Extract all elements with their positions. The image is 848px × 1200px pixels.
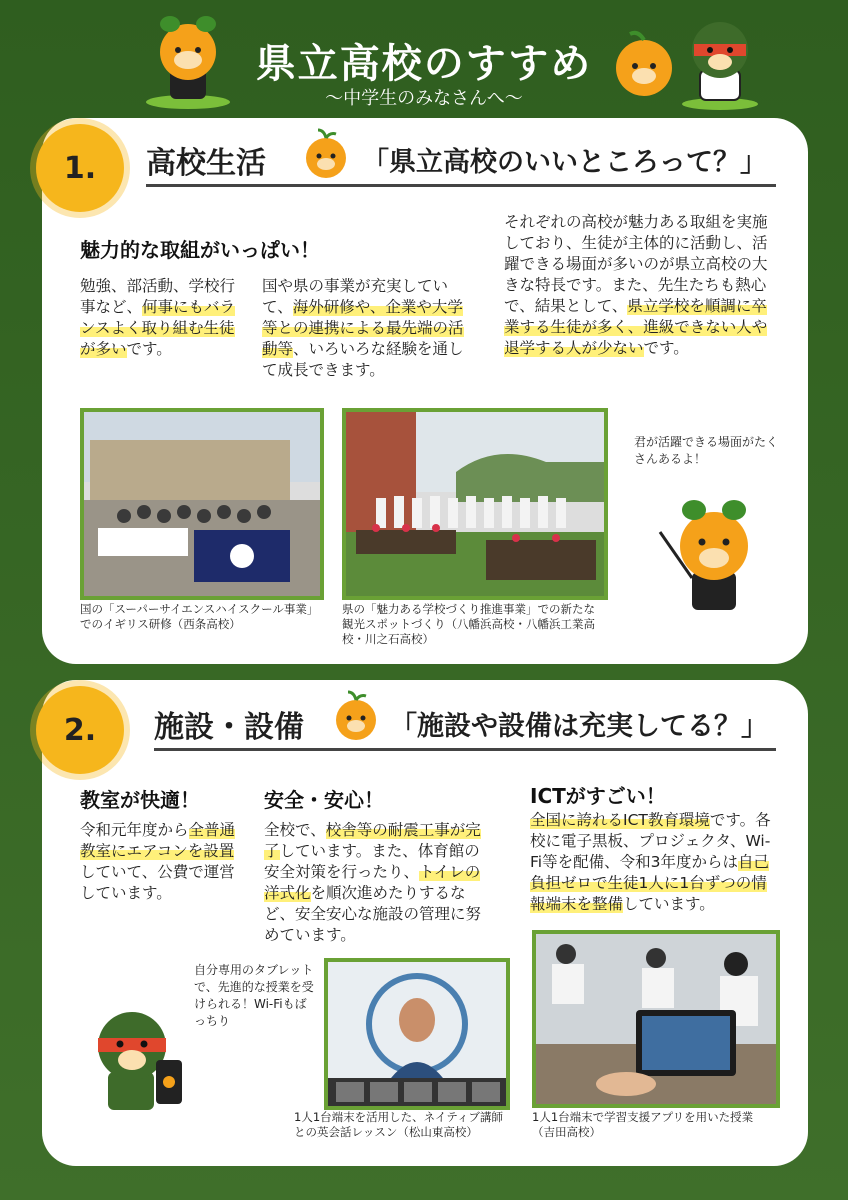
section-2-heading-classroom: 教室が快適！ xyxy=(80,788,200,812)
mikan-face-icon xyxy=(300,128,352,180)
section-2-number: 2. xyxy=(36,686,124,774)
section-1-question: 「県立高校のいいところって？」 xyxy=(362,147,767,178)
section-2-column-1: 令和元年度から全普通教室にエアコンを設置していて、公費で運営しています。 xyxy=(80,821,236,902)
section-1-column-1: 勉強、部活動、学校行事など、何事にもバランスよく取り組む生徒が多いです。 xyxy=(80,277,236,358)
section-1-speech-bubble: 君が活躍できる場面がたくさんあるよ！ xyxy=(634,435,779,466)
photo-uk-training-caption: 国の「スーパーサイエンスハイスクール事業」でのイギリス研修（西条高校） xyxy=(80,602,319,631)
section-1-divider xyxy=(146,184,776,187)
header xyxy=(0,14,848,110)
dark-mikyan-tablet-mascot-icon xyxy=(78,996,194,1116)
section-1-column-2: 国や県の事業が充実していて、海外研修や、企業や大学等との連携による最先端の活動等、いろいろな経験を通して成長できます。 xyxy=(262,277,464,379)
section-1-title: 高校生活 xyxy=(146,146,266,181)
photo-tourist-spot-caption: 県の「魅力ある学校づくり推進事業」での新たな観光スポットづくり（八幡浜高校・八幡浜工業高校・川之石高校） xyxy=(342,602,595,646)
page-subtitle: ～中学生のみなさんへ～ xyxy=(325,88,523,109)
section-2-heading-ict: ICTがすごい！ xyxy=(530,784,666,808)
photo-online-english-lesson-caption: 1人1台端末を活用した、ネイティブ講師との英会話レッスン（松山東高校） xyxy=(294,1110,503,1139)
dark-mikyan-mascot-icon xyxy=(678,14,762,110)
mikyan-small-mascot-icon xyxy=(608,28,680,110)
photo-online-english-lesson xyxy=(324,958,510,1110)
section-1-number: 1. xyxy=(36,124,124,212)
mikyan-teacher-mascot-icon xyxy=(652,492,776,616)
mikan-face-icon xyxy=(330,690,382,742)
page-title: 県立高校のすすめ xyxy=(255,41,593,87)
section-2-title: 施設・設備 xyxy=(154,710,304,745)
section-2-column-3: 全国に誇れるICT教育環境です。各校に電子黒板、プロジェクタ、Wi-Fi等を配備、令和3年度からは自己負担ゼロで生徒1人に1台ずつの情報端末を整備しています。 xyxy=(530,811,771,913)
photo-tablet-class-caption: 1人1台端末で学習支援アプリを用いた授業（吉田高校） xyxy=(532,1110,754,1139)
photo-tourist-spot xyxy=(342,408,608,600)
section-2-card xyxy=(42,680,808,1166)
section-2-speech-bubble: 自分専用のタブレットで、先進的な授業を受けられる！Wi-Fiもばっちり xyxy=(194,963,314,1028)
photo-uk-training xyxy=(80,408,324,600)
section-1-column-3: それぞれの高校が魅力ある取組を実施しており、生徒が主体的に活動し、活躍できる場面が多いのが県立高校の大きな特長です。また、先生たちも熱心で、結果として、県立学校を順調に卒業する生徒が多く、進級できない人や退学する人が少ないです。 xyxy=(504,213,768,357)
section-2-divider xyxy=(154,748,776,751)
section-2-column-2: 全校で、校舎等の耐震工事が完了しています。また、体育館の安全対策を行ったり、トイレの洋式化を順次進めたりするなど、安全安心な施設の管理に努めています。 xyxy=(264,821,482,944)
section-2-heading-safety: 安全・安心！ xyxy=(264,788,384,812)
section-1-heading: 魅力的な取組がいっぱい！ xyxy=(80,238,320,262)
section-1-card xyxy=(42,118,808,664)
section-2-question: 「施設や設備は充実してる？」 xyxy=(390,711,768,742)
photo-tablet-class xyxy=(532,930,780,1108)
